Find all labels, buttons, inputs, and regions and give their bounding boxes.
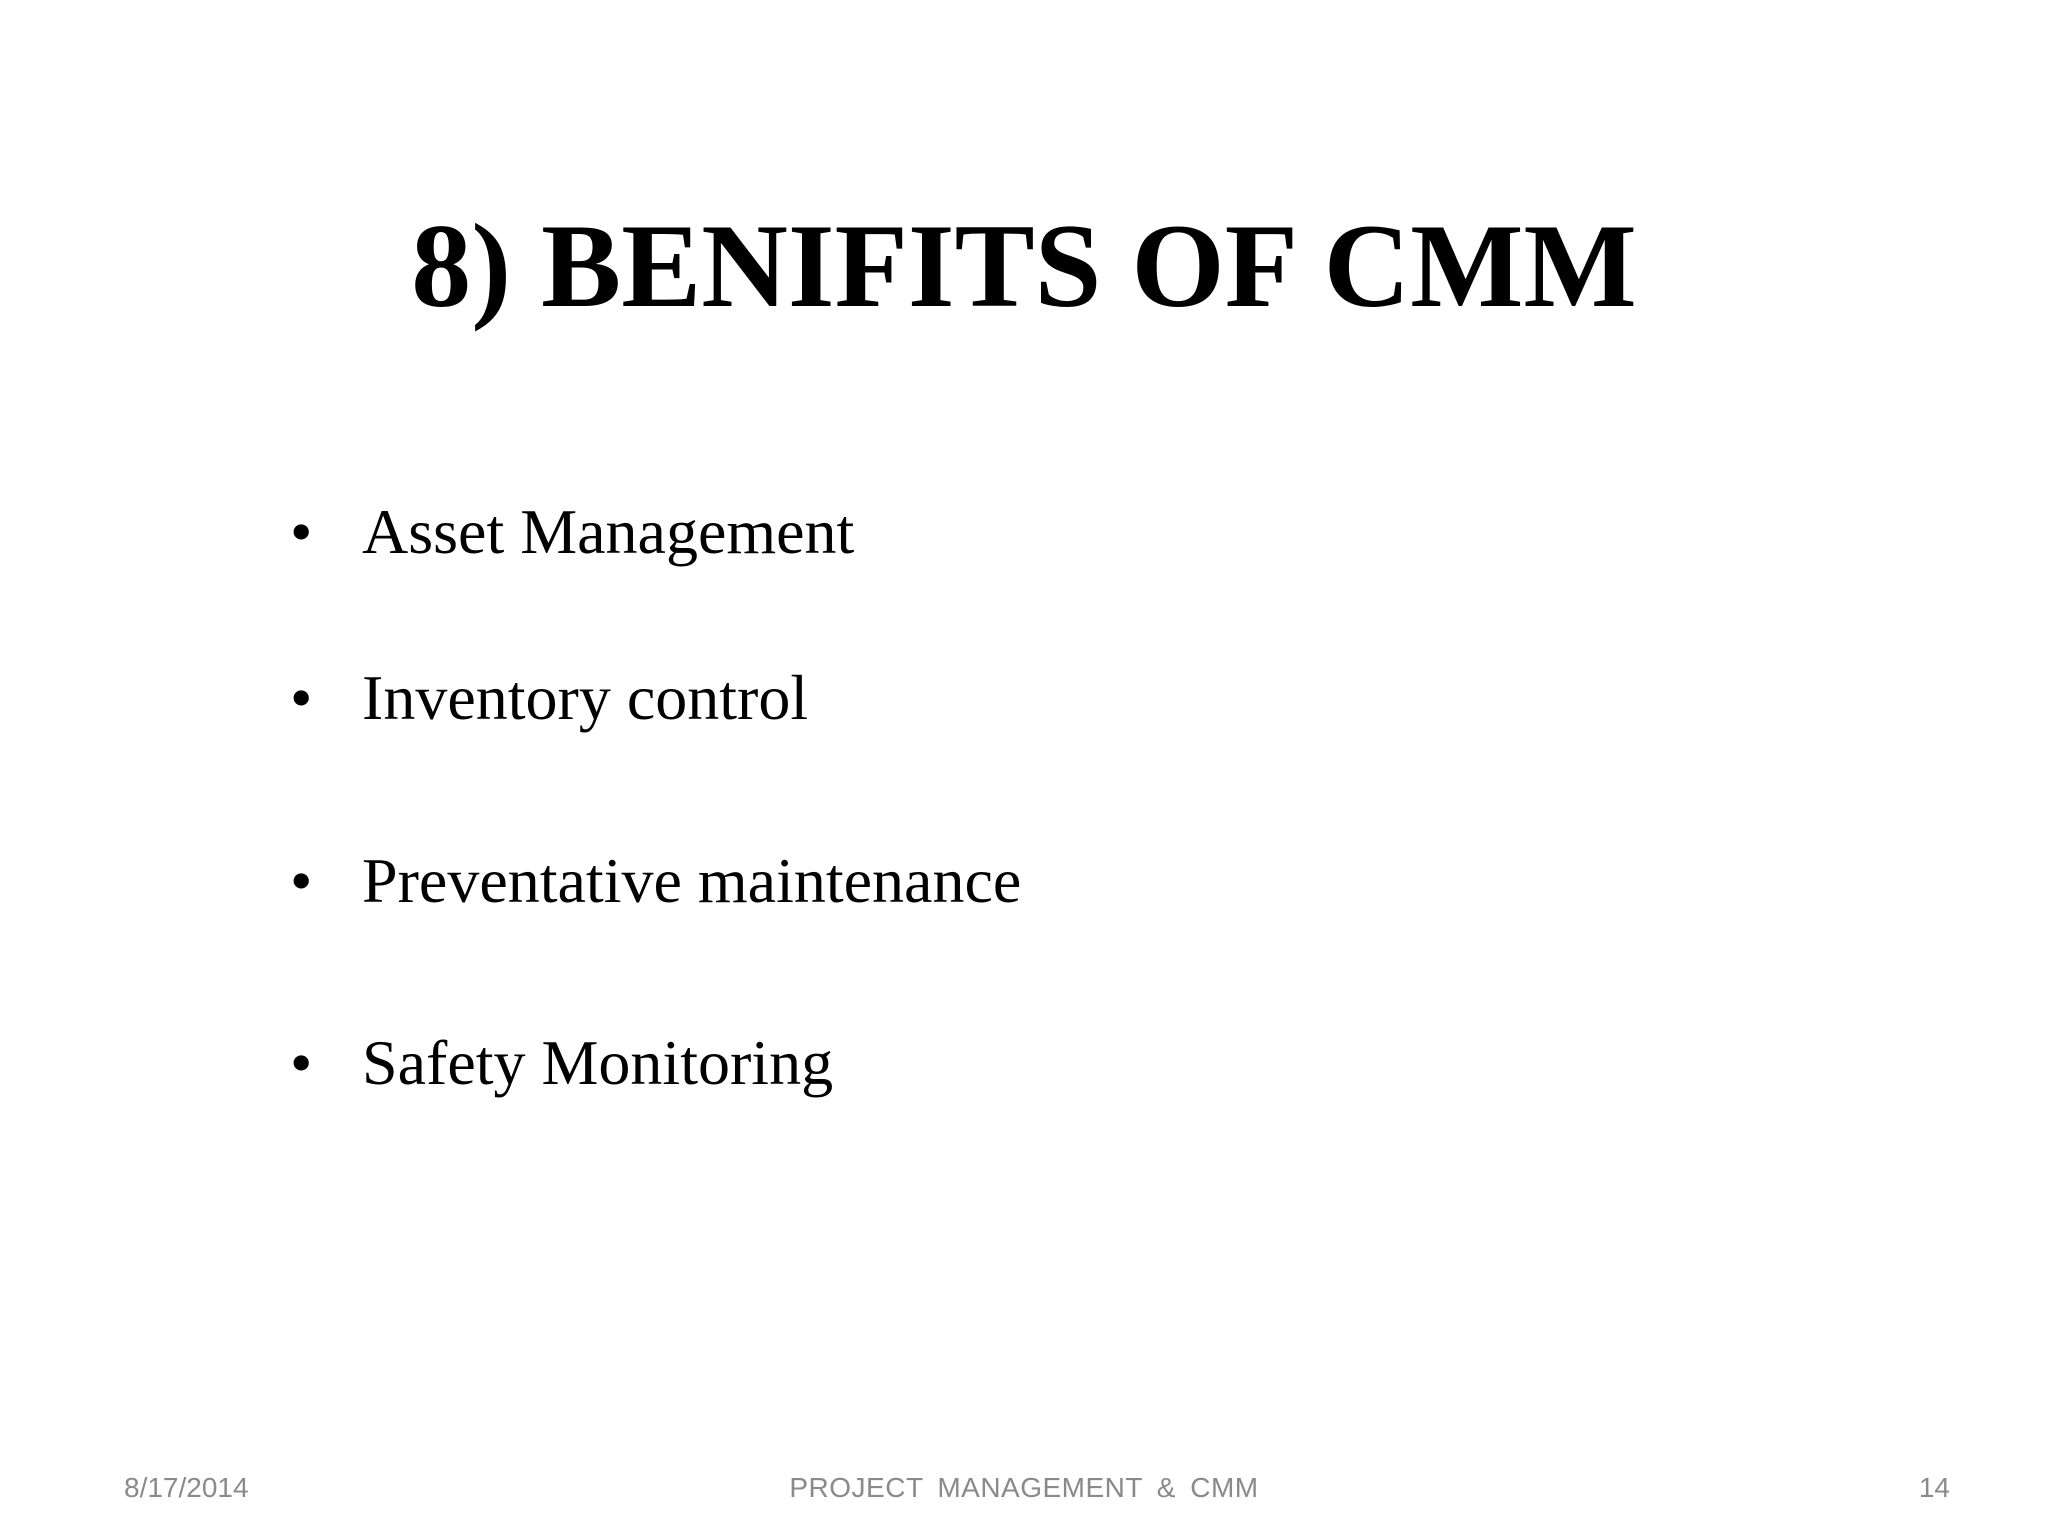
footer-page-number: 14 [1918, 1472, 1950, 1503]
bullet-marker: • [290, 662, 313, 733]
bullet-text: Preventative maintenance [362, 845, 1022, 916]
bullet-marker: • [290, 496, 313, 567]
footer-date: 8/17/2014 [124, 1472, 249, 1503]
bullet-text: Inventory control [362, 662, 809, 733]
bullet-marker: • [290, 845, 313, 916]
bullet-marker: • [290, 1027, 313, 1098]
footer-title: PROJECT MANAGEMENT & CMM [789, 1472, 1259, 1503]
bullet-text: Asset Management [362, 496, 855, 567]
slide-title: 8) BENIFITS OF CMM [411, 199, 1637, 332]
bullet-text: Safety Monitoring [362, 1027, 834, 1098]
